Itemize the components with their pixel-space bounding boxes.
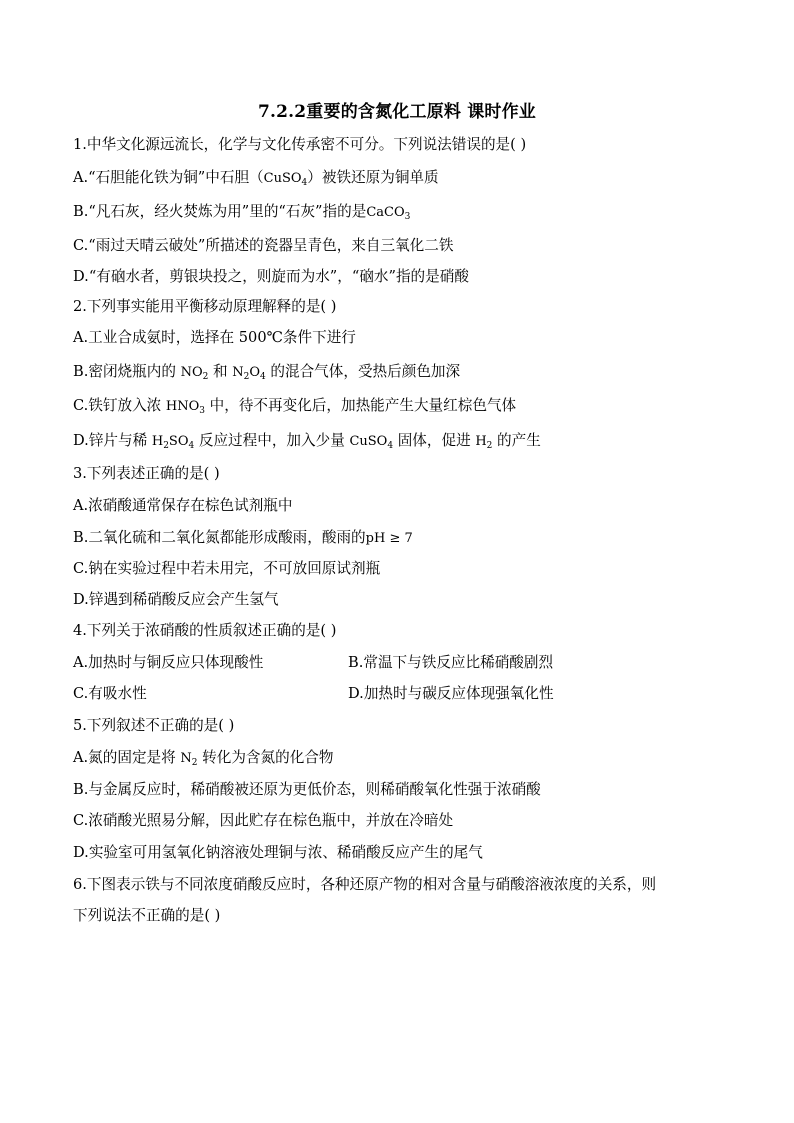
question-5-option-b: B.与金属反应时，稀硝酸被还原为更低价态，则稀硝酸氧化性强于浓硝酸 [73, 781, 541, 798]
question-1-option-d: D.“有硇水者，剪银块投之，则旋而为水”，“硇水”指的是硝酸 [73, 268, 469, 285]
question-2-stem: 2.下列事实能用平衡移动原理解释的是( ) [73, 298, 337, 315]
question-1-option-c: C.“雨过天晴云破处”所描述的瓷器呈青色，来自三氧化二铁 [73, 237, 454, 254]
question-1-option-b: B.“凡石灰，经火焚炼为用”里的“石灰”指的是CaCO$_3$ [73, 203, 411, 222]
question-2-option-b: B.密闭烧瓶内的 $NO_2$ 和 $N_2O_4$ 的混合气体，受热后颜色加深 [73, 363, 461, 382]
question-5-option-a: A.氮的固定是将 $N_2$ 转化为含氮的化合物 [73, 749, 334, 768]
page-title: 7.2.2重要的含氮化工原料 课时作业 [257, 102, 537, 122]
question-3-option-c: C.钠在实验过程中若未用完，不可放回原试剂瓶 [73, 560, 381, 577]
question-4-option-b: B.常温下与铁反应比稀硝酸剧烈 [348, 654, 554, 671]
question-4-option-d: D.加热时与碳反应体现强氧化性 [348, 685, 554, 702]
question-5-option-c: C.浓硝酸光照易分解，因此贮存在棕色瓶中，并放在冷暗处 [73, 812, 454, 829]
question-3-option-b: B.二氧化硫和二氧化氮都能形成酸雨，酸雨的pH ≥ 7 [73, 529, 413, 546]
question-2-option-d: D.锌片与稀 $H_2SO_4$ 反应过程中，加入少量 CuSO$_4$ 固体，促进 $H_2$ 的产生 [73, 432, 541, 451]
question-6-stem-line-2: 下列说法不正确的是( ) [73, 907, 221, 924]
question-3-option-d: D.锌遇到稀硝酸反应会产生氢气 [73, 591, 279, 608]
question-4-stem: 4.下列关于浓硝酸的性质叙述正确的是( ) [73, 622, 337, 639]
question-3-option-a: A.浓硝酸通常保存在棕色试剂瓶中 [73, 497, 293, 514]
question-5-option-d: D.实验室可用氢氧化钠溶液处理铜与浓、稀硝酸反应产生的尾气 [73, 844, 483, 861]
question-1-stem: 1.中华文化源远流长，化学与文化传承密不可分。下列说法错误的是( ) [73, 136, 527, 153]
question-1-option-a: A.“石胆能化铁为铜”中石胆（CuSO$_4$）被铁还原为铜单质 [73, 169, 439, 188]
question-4-option-a: A.加热时与铜反应只体现酸性 [73, 654, 264, 671]
question-2-option-a: A.工业合成氨时，选择在 500℃条件下进行 [73, 329, 356, 346]
question-5-stem: 5.下列叙述不正确的是( ) [73, 717, 235, 734]
question-6-stem-line-1: 6.下图表示铁与不同浓度硝酸反应时，各种还原产物的相对含量与硝酸溶液浓度的关系，则 [73, 876, 657, 893]
question-3-stem: 3.下列表述正确的是( ) [73, 465, 220, 482]
question-4-option-c: C.有吸水性 [73, 685, 147, 702]
question-2-option-c: C.铁钉放入浓 $HNO_3$ 中，待不再变化后，加热能产生大量红棕色气体 [73, 397, 517, 416]
